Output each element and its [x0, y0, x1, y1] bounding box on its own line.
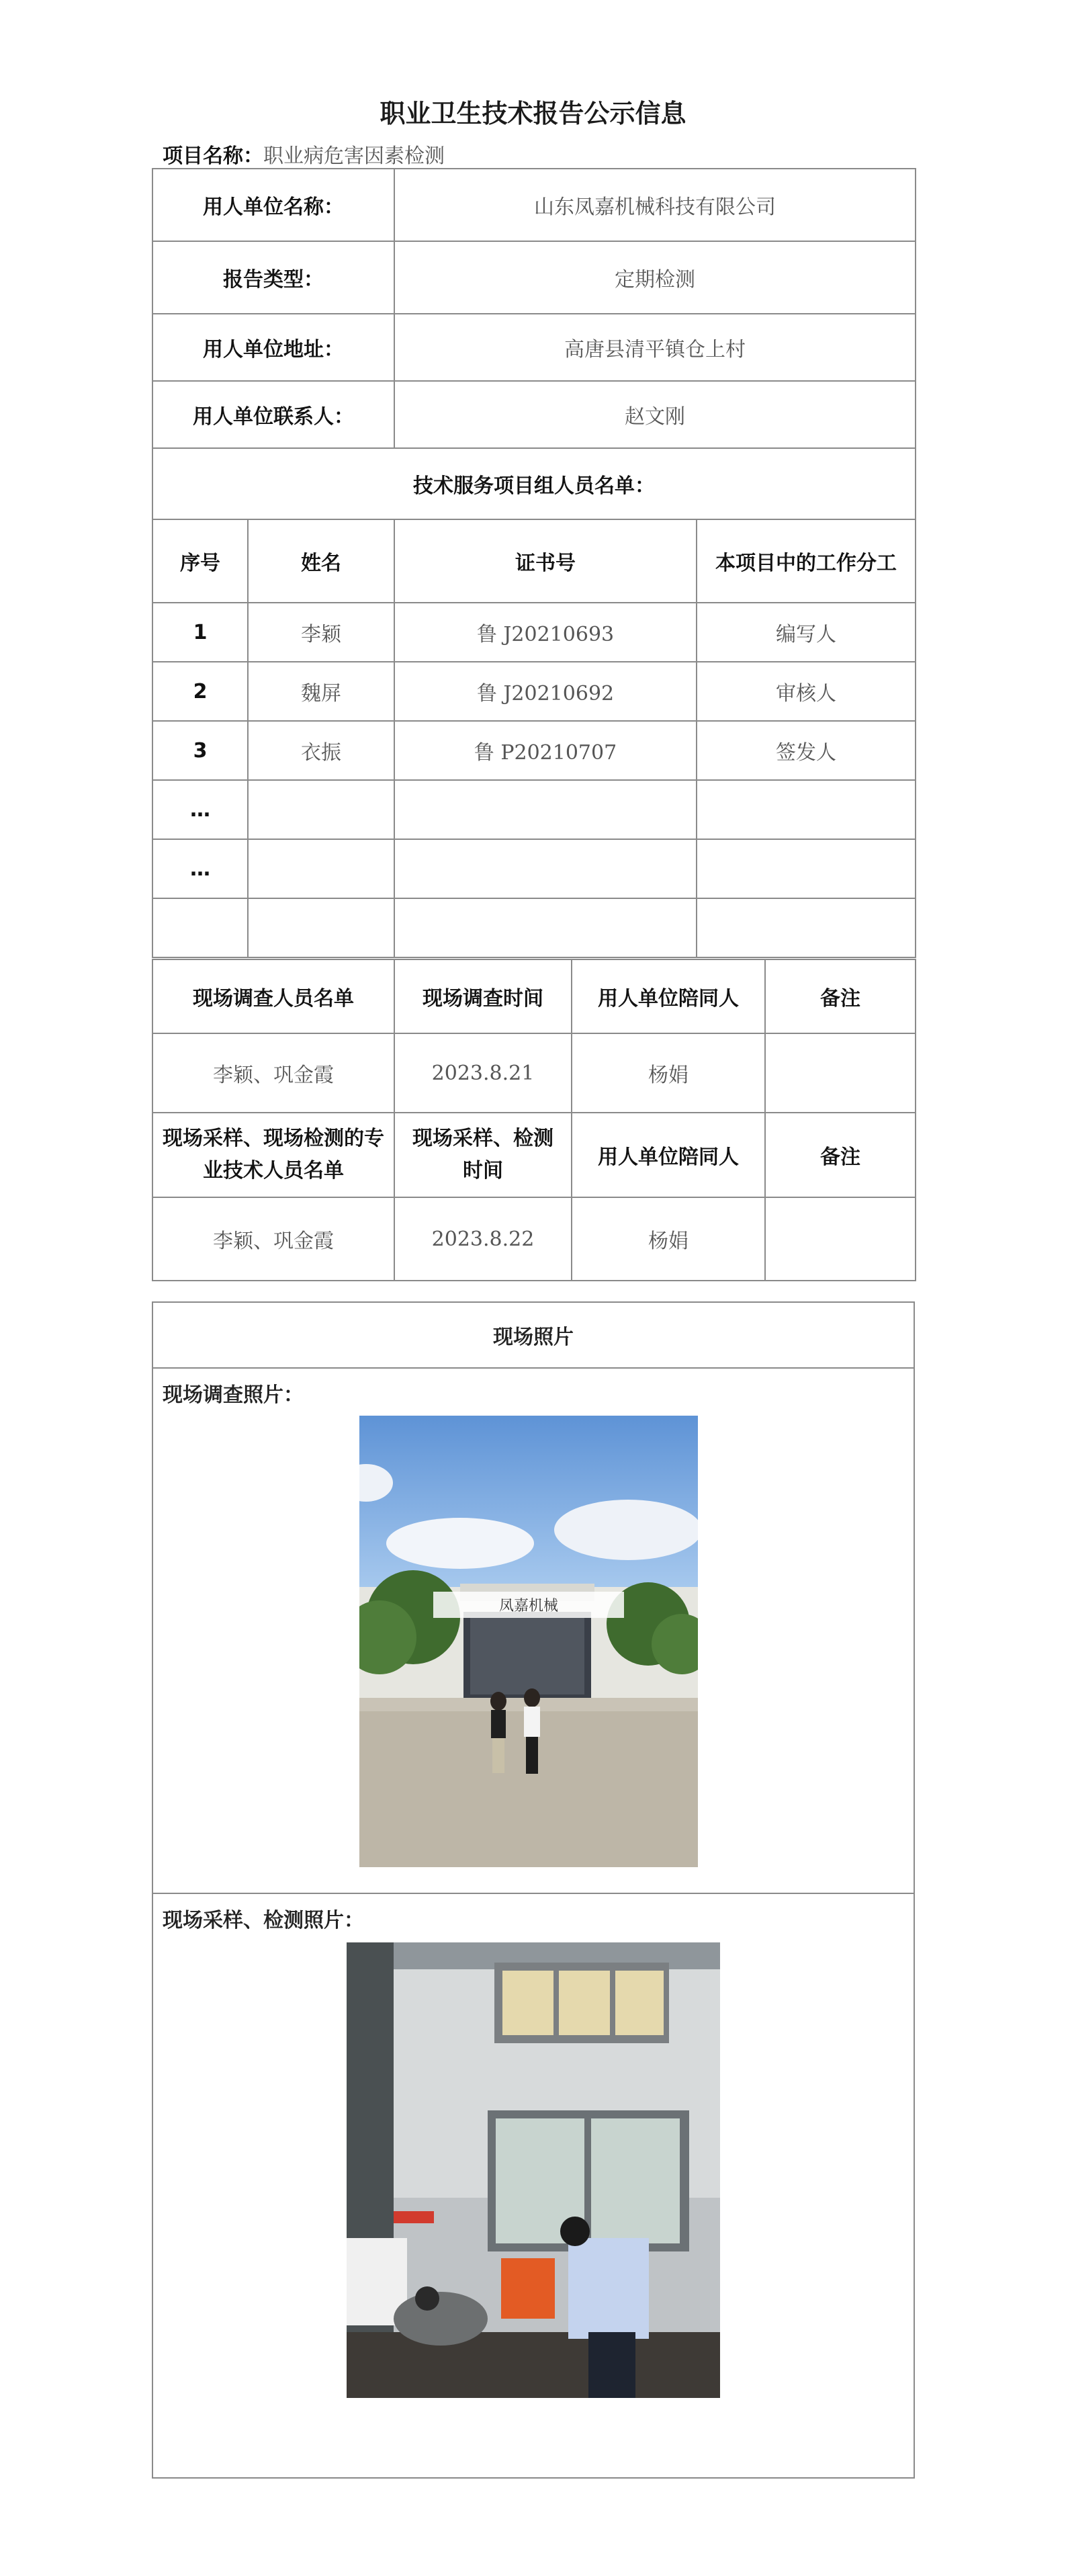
info-row-report-type — [152, 241, 916, 314]
sampling-photo-illustration — [347, 1942, 720, 2398]
unit-contact-value: 赵文刚 — [394, 381, 916, 448]
team-name: 魏屏 — [248, 662, 394, 721]
unit-name-value: 山东凤嘉机械科技有限公司 — [394, 169, 916, 241]
unit-address-label: 用人单位地址： — [152, 314, 394, 381]
survey-photo-illustration — [359, 1416, 698, 1867]
unit-contact-label: 用人单位联系人： — [152, 381, 394, 448]
photo-divider — [153, 1893, 914, 1894]
survey-header-note: 备注 — [765, 959, 916, 1033]
survey-staff: 李颖、巩金霞 — [152, 1033, 394, 1113]
survey-row — [152, 1033, 916, 1113]
table-row — [152, 839, 916, 898]
sampling-photo-label: 现场采样、检测照片： — [163, 1909, 364, 1932]
sampling-staff: 李颖、巩金霞 — [152, 1197, 394, 1281]
sampling-header-escort: 用人单位陪同人 — [572, 1113, 765, 1197]
team-cert: 鲁 J20210693 — [394, 603, 697, 662]
report-type-value: 定期检测 — [394, 241, 916, 314]
team-header-role: 本项目中的工作分工 — [697, 519, 916, 603]
team-cert — [394, 839, 697, 898]
info-row-contact — [152, 381, 916, 448]
survey-photo-label: 现场调查照片： — [163, 1383, 304, 1407]
project-name-value: 职业病危害因素检测 — [263, 144, 445, 168]
team-role: 签发人 — [697, 721, 916, 780]
team-no: … — [152, 780, 248, 839]
team-header-name: 姓名 — [248, 519, 394, 603]
team-role: 审核人 — [697, 662, 916, 721]
unit-name-label: 用人单位名称： — [152, 169, 394, 241]
team-name: 李颖 — [248, 603, 394, 662]
survey-escort: 杨娟 — [572, 1033, 765, 1113]
team-role: 编写人 — [697, 603, 916, 662]
page-title: 职业卫生技术报告公示信息 — [380, 99, 686, 128]
team-name — [248, 780, 394, 839]
info-row-unit-name — [152, 169, 916, 241]
team-role — [697, 839, 916, 898]
team-header-no: 序号 — [152, 519, 248, 603]
team-cert — [394, 780, 697, 839]
team-name: 衣振 — [248, 721, 394, 780]
team-heading: 技术服务项目组人员名单： — [152, 448, 916, 519]
survey-header-escort: 用人单位陪同人 — [572, 959, 765, 1033]
team-cert: 鲁 P20210707 — [394, 721, 697, 780]
sampling-row — [152, 1197, 916, 1281]
sampling-date: 2023.8.22 — [394, 1197, 572, 1281]
team-no: 1 — [152, 603, 248, 662]
table-row — [152, 780, 916, 839]
unit-address-value: 高唐县清平镇仓上村 — [394, 314, 916, 381]
table-row — [152, 662, 916, 721]
info-table — [152, 168, 916, 958]
sampling-header-note: 备注 — [765, 1113, 916, 1197]
team-no: … — [152, 839, 248, 898]
photo-section — [152, 1301, 915, 2479]
team-cert: 鲁 J20210692 — [394, 662, 697, 721]
team-heading-row — [152, 448, 916, 519]
sampling-header-time: 现场采样、检测时间 — [394, 1113, 572, 1197]
survey-photo — [359, 1416, 698, 1867]
team-name — [248, 898, 394, 957]
sampling-header-staff: 现场采样、现场检测的专业技术人员名单 — [152, 1113, 394, 1197]
project-name-line — [163, 139, 445, 169]
photo-section-heading: 现场照片 — [153, 1303, 914, 1369]
team-no: 3 — [152, 721, 248, 780]
survey-header-staff: 现场调查人员名单 — [152, 959, 394, 1033]
sampling-photo — [347, 1942, 720, 2398]
team-no: 2 — [152, 662, 248, 721]
sampling-note — [765, 1197, 916, 1281]
team-role — [697, 898, 916, 957]
table-row — [152, 721, 916, 780]
team-no — [152, 898, 248, 957]
survey-header-row — [152, 959, 916, 1033]
team-name — [248, 839, 394, 898]
team-cert — [394, 898, 697, 957]
survey-date: 2023.8.21 — [394, 1033, 572, 1113]
project-name-label: 项目名称： — [163, 144, 263, 168]
team-header-cert: 证书号 — [394, 519, 697, 603]
team-role — [697, 780, 916, 839]
team-header-row — [152, 519, 916, 603]
sampling-escort: 杨娟 — [572, 1197, 765, 1281]
survey-note — [765, 1033, 916, 1113]
survey-header-time: 现场调查时间 — [394, 959, 572, 1033]
info-row-address — [152, 314, 916, 381]
factory-sign: 凤嘉机械 — [433, 1592, 624, 1618]
report-type-label: 报告类型： — [152, 241, 394, 314]
table-row — [152, 603, 916, 662]
survey-table — [152, 959, 916, 1281]
table-row — [152, 898, 916, 957]
sampling-header-row — [152, 1113, 916, 1197]
